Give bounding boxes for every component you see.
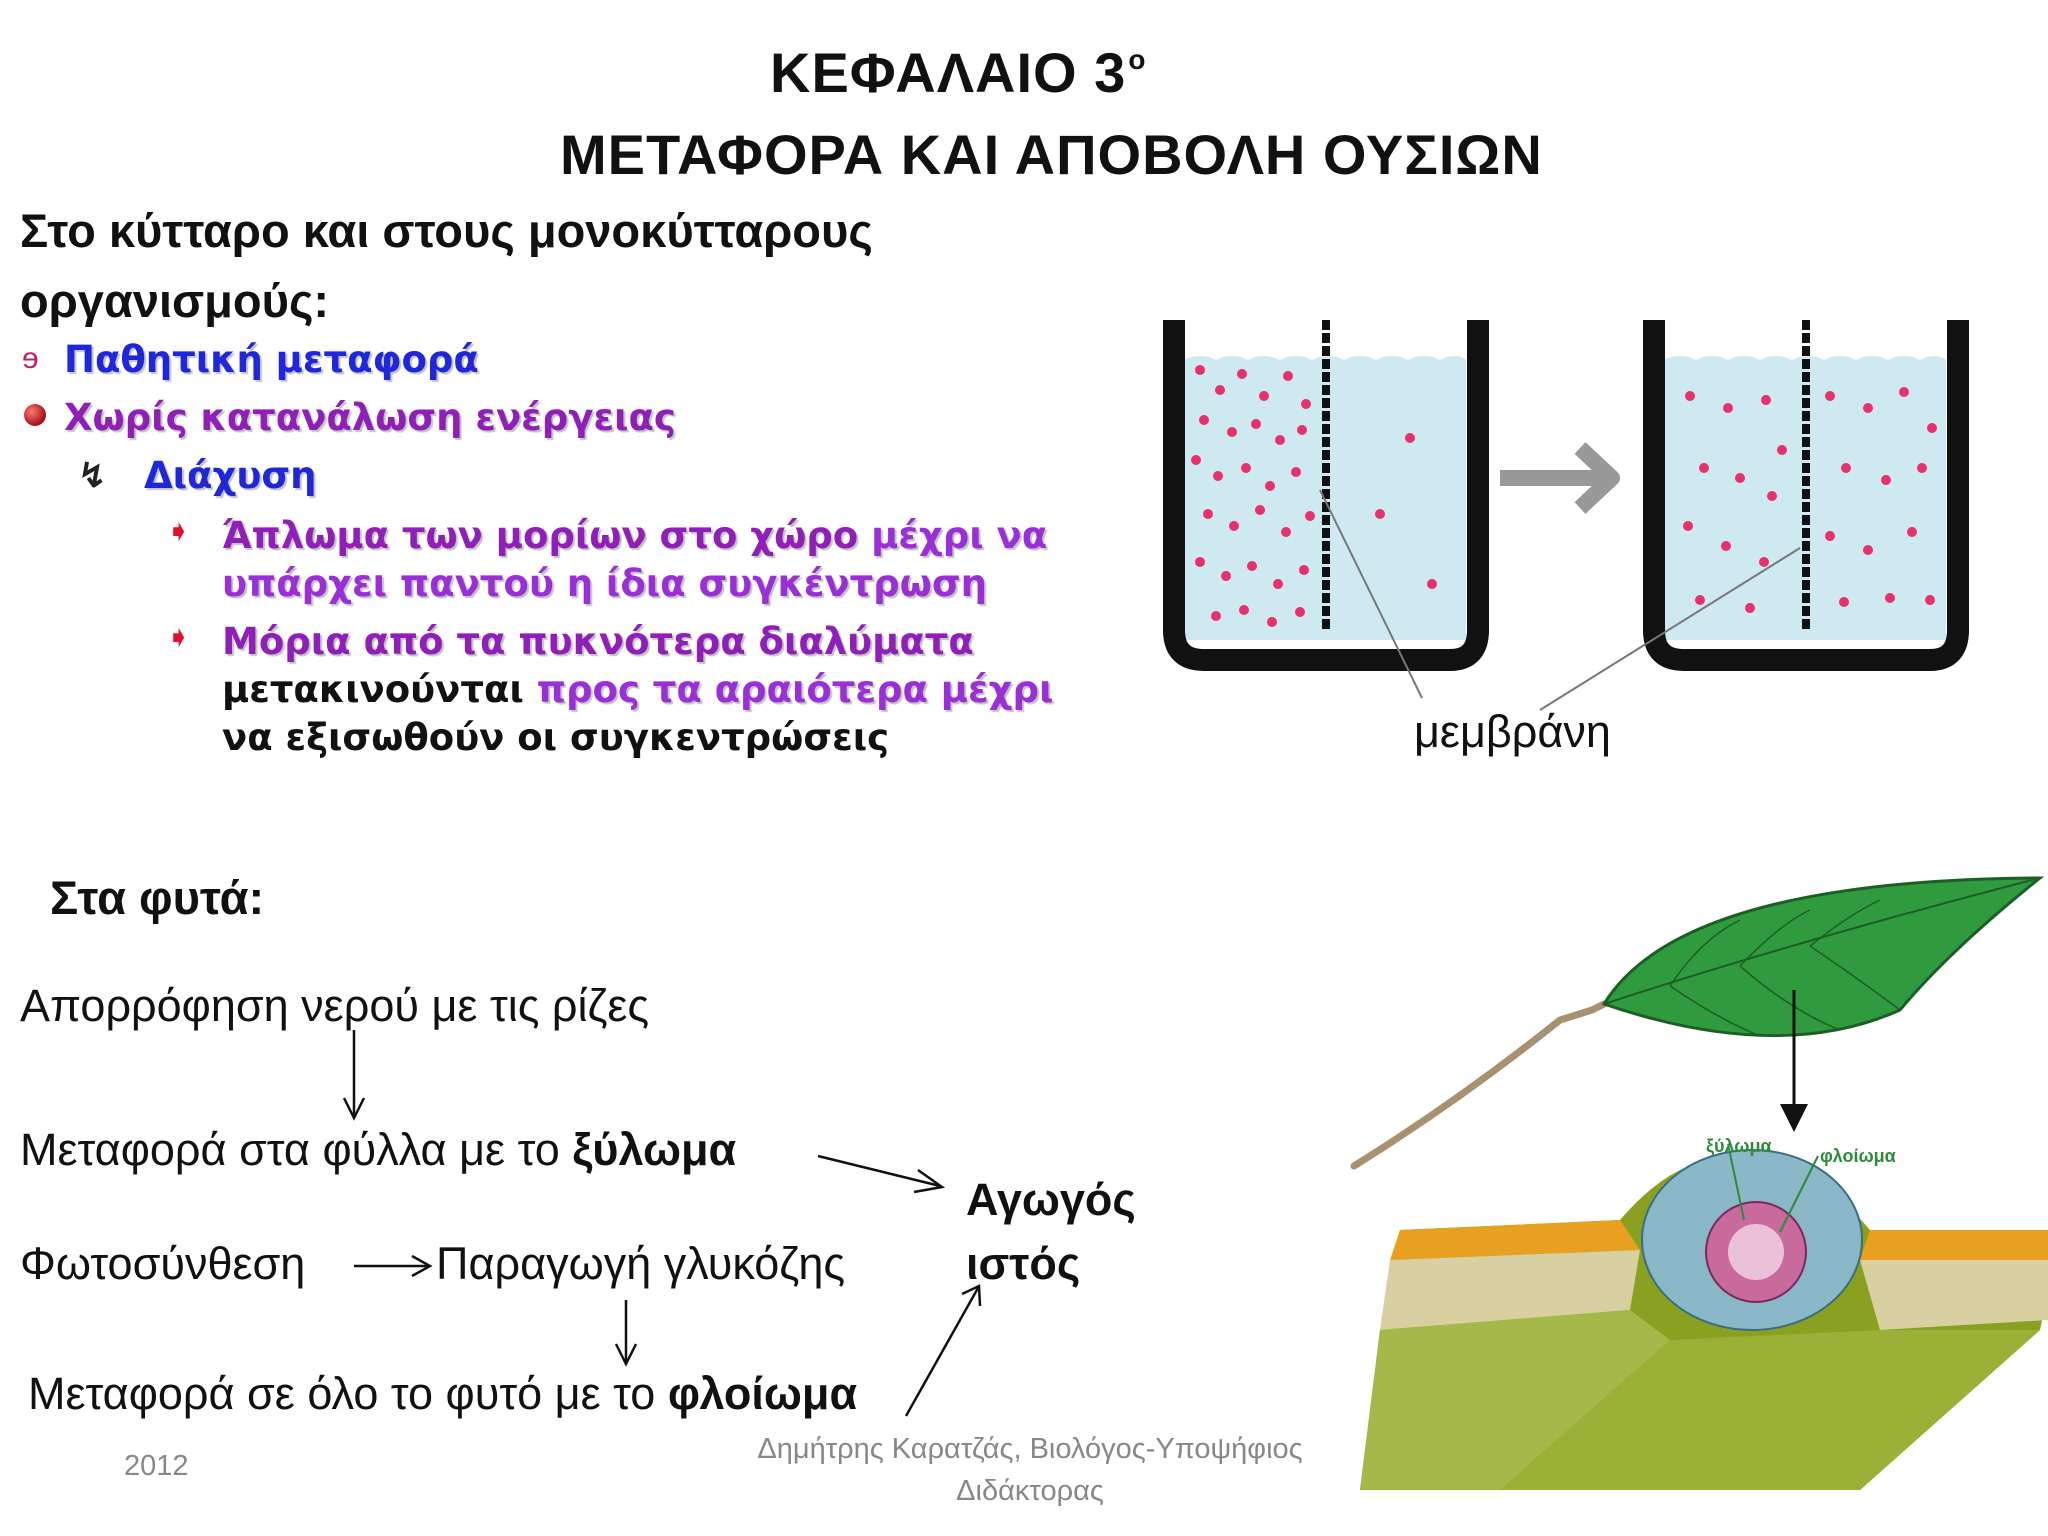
beaker-after <box>1654 320 1958 680</box>
down-arrow-icon <box>616 1300 636 1364</box>
xylem-transport-text <box>20 1124 736 1176</box>
bullet-diffusion: Διάχυση <box>144 454 317 497</box>
title-superscript: ο <box>1128 44 1147 75</box>
xylem-label: ξύλωμα <box>1706 1136 1772 1156</box>
glucose-text: Παραγωγή γλυκόζης <box>436 1238 846 1289</box>
molecules-text-1: Μόρια από τα πυκνότερα διαλύματα <box>222 620 974 663</box>
transition-arrow-icon <box>1500 448 1612 508</box>
leaf-illustration <box>1340 860 2048 1490</box>
molecules-text-3: προς τα αραιότερα μέχρι <box>536 668 1054 711</box>
bullet-passive-transport: Παθητική μεταφορά <box>64 338 479 381</box>
leaf-cross-section <box>1360 1144 2048 1490</box>
slide-title <box>770 40 1146 105</box>
curly-arrow-icon: ↯ <box>78 457 107 495</box>
down-arrow-icon <box>344 1030 364 1118</box>
bullet-molecules <box>222 618 1122 762</box>
phloem-bold: φλοίωμα <box>667 1368 858 1419</box>
cell-intro: Στο κύτταρο και στους μονοκύτταρους οργανισμούς: <box>20 204 873 327</box>
bullet-no-energy: Χωρίς κατανάλωση ενέργειας <box>64 396 676 439</box>
slide-subtitle: ΜΕΤΑΦΟΡΑ ΚΑΙ ΑΠΟΒΟΛΗ ΟΥΣΙΩΝ <box>560 123 1543 186</box>
leaf-icon <box>1354 878 2040 1166</box>
up-right-arrow-icon <box>906 1286 980 1416</box>
molecules-text-4: να εξισωθούν οι συγκεντρώσεις <box>222 716 890 759</box>
spread-text-1: Άπλωμα των μορίων στο χώρο <box>222 514 859 557</box>
author-line-1: Δημήτρης Καρατζάς, Βιολόγος-Υποψήφιος <box>757 1433 1303 1465</box>
author-line-2: Διδάκτορας <box>956 1475 1104 1507</box>
phloem-prefix: Μεταφορά σε όλο το φυτό με το <box>28 1368 668 1419</box>
right-arrow-icon <box>818 1156 942 1192</box>
title-text: ΚΕΦΑΛΑΙΟ 3 <box>770 41 1127 104</box>
conductive-line-1: Αγωγός <box>966 1174 1136 1225</box>
conductive-line-2: ιστός <box>966 1238 1081 1289</box>
footer-year: 2012 <box>124 1450 189 1482</box>
membrane-label: μεμβράνη <box>1414 706 1611 757</box>
red-arrow-bullet-icon: ➧ <box>166 515 192 548</box>
right-arrow-icon <box>354 1256 430 1276</box>
swirl-bullet-icon: ɘ <box>22 342 39 375</box>
spread-text-2: μέχρι να <box>871 514 1048 557</box>
red-arrow-bullet-icon: ➧ <box>166 621 192 654</box>
photosynthesis-text: Φωτοσύνθεση <box>20 1238 306 1289</box>
spread-text-3: υπάρχει παντού η ίδια συγκέντρωση <box>222 562 987 605</box>
diffusion-diagram <box>1160 300 1980 720</box>
footer-author <box>700 1428 1360 1512</box>
red-ball-bullet-icon <box>24 404 46 426</box>
plants-heading: Στα φυτά: <box>50 871 265 924</box>
phloem-transport-text <box>28 1368 857 1420</box>
xylem-bold: ξύλωμα <box>572 1124 737 1175</box>
absorption-text: Απορρόφηση νερού με τις ρίζες <box>20 980 650 1031</box>
phloem-label: φλοίωμα <box>1820 1146 1896 1166</box>
molecules-text-2: μετακινούνται <box>222 668 524 711</box>
bullet-spread <box>222 512 1122 608</box>
xylem-prefix: Μεταφορά στα φύλλα με το <box>20 1124 573 1175</box>
conductive-tissue-label <box>966 1168 1136 1296</box>
